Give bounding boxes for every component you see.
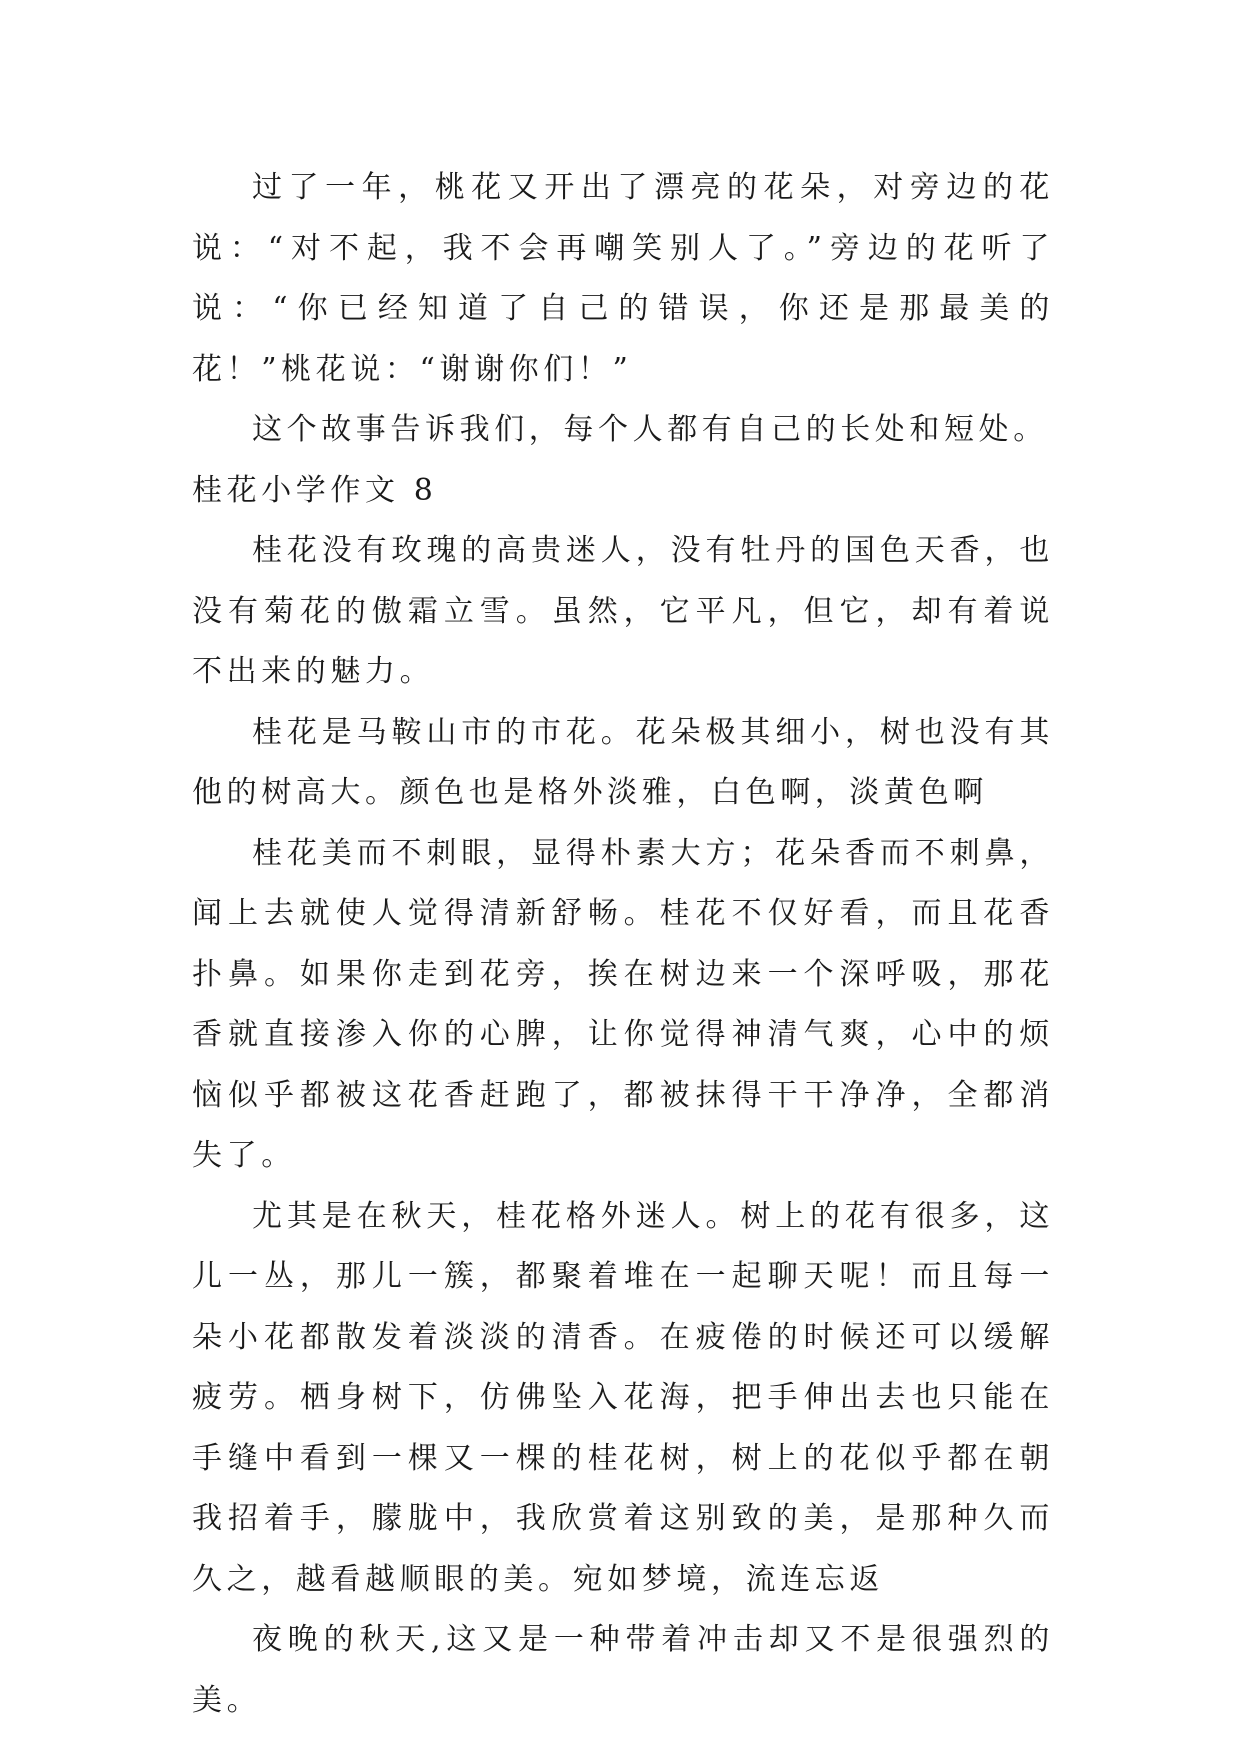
section-title: 桂花小学作文 8 bbox=[192, 472, 438, 508]
paragraph: 这个故事告诉我们，每个人都有自己的长处和短处。 bbox=[252, 412, 1048, 447]
paragraph: 桂花美而不刺眼，显得朴素大方；花朵香而不刺鼻，闻上去就使人觉得清新舒畅。桂花不仅好看，而且花香扑鼻。如果你走到花旁，挨在树边来一个深呼吸，那花香就直接渗入你的心脾，让你觉得神清气爽，心中的烦恼似乎都被这花香赶跑了，都被抹得干干净净，全都消失了。 bbox=[192, 835, 1054, 1173]
paragraph: 桂花没有玫瑰的高贵迷人，没有牡丹的国色天香，也没有菊花的傲霜立雪。虽然，它平凡，但它，却有着说不出来的魅力。 bbox=[192, 533, 1054, 689]
paragraph: 桂花是马鞍山市的市花。花朵极其细小，树也没有其他的树高大。颜色也是格外淡雅，白色啊，淡黄色啊 bbox=[192, 714, 1054, 810]
paragraph: 夜晚的秋天,这又是一种带着冲击却又不是很强烈的美。 bbox=[192, 1622, 1054, 1718]
document-body bbox=[192, 158, 1054, 1731]
paragraph: 过了一年，桃花又开出了漂亮的花朵，对旁边的花说：“对不起，我不会再嘲笑别人了。”旁边的花听了说：“你已经知道了自己的错误，你还是那最美的花！”桃花说：“谢谢你们！” bbox=[192, 170, 1054, 387]
paragraph: 尤其是在秋天，桂花格外迷人。树上的花有很多，这儿一丛，那儿一簇，都聚着堆在一起聊天呢！而且每一朵小花都散发着淡淡的清香。在疲倦的时候还可以缓解疲劳。栖身树下，仿佛坠入花海，把手伸出去也只能在手缝中看到一棵又一棵的桂花树，树上的花似乎都在朝我招着手，朦胧中，我欣赏着这别致的美，是那种久而久之，越看越顺眼的美。宛如梦境，流连忘返 bbox=[192, 1198, 1054, 1597]
